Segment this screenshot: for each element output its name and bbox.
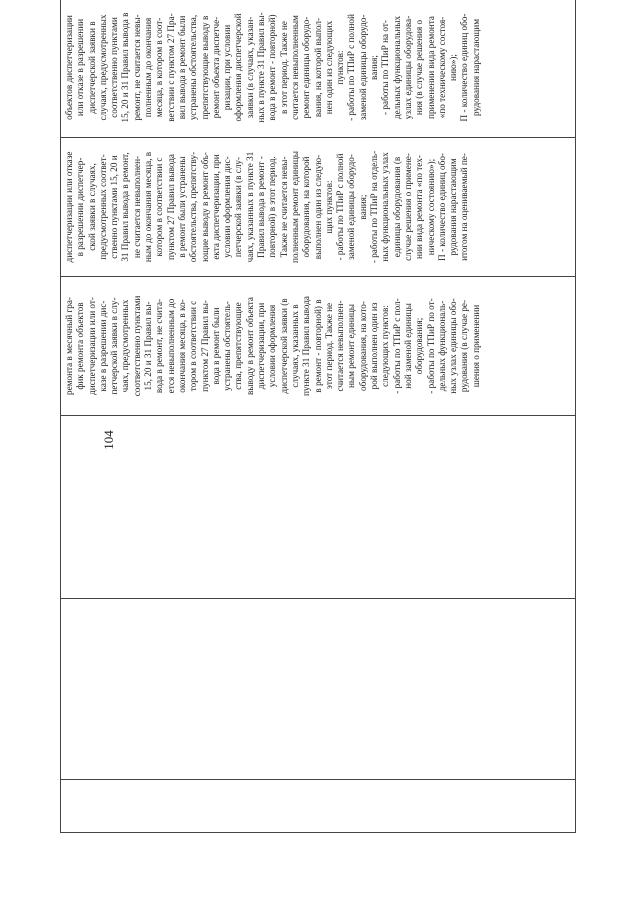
table-cell-4 <box>61 277 576 416</box>
cell-4-text: ремонта в месячный гра- фик ремонта объектов диспетчеризации или от- казе в разрешении дис- петчерской заявки в слу- чаях, предусмотренных соответственно пунктами 15, 20 и 31 Правил вы- вода в ремонт, не счита- ется невыполненным до окончания месяца, в ко- тором в соответствии с пунктом 27 Правил вы- вода в ремонт были устранены обстоятель- ства, препятствующие выводу в ремонт объекта диспетчеризации, при условии оформления диспетчерской заявки (в случаях, указанных в пункте 31 Правил вывода в ремонт - повторной) в этот период. Также не считается невыполнен- ным ремонт единицы оборудования, на кото- рой выполнен один из следующих пунктов: - работы по ТПиР с пол- ной заменой единицы оборудования; - работы по ТПиР по от- дельных функциональ- ных узлах единицы обо- рудования (в случае ре- шения о применении <box>64 295 481 397</box>
document-table-rotated <box>60 12 576 833</box>
document-table <box>60 0 576 833</box>
cell-6-text: объектов диспетчеризации или отказе в разрешении диспетчерской заявки в случаях, предусмотренных соответственно пунктами 15, 20 и 31 Правил вывода в ремонт, не считается невы- полненным до окончания месяца, в котором в соот- ветствии с пунктом 27 Пра- вил вывода в ремонт были устранены обстоятельства, препятствующие выводу в ремонт объекта диспетче- ризации, при условии оформления диспетчерской заявки (в случаях, указан- ных в пункте 31 Правил вы- вода в ремонт - повторной) в этот период. Также не считается невыполненным ремонт единицы оборудо- вания, на которой выпол- нен один из следующих пунктов: - работы по ТПиР с полной заменой единицы оборудо- вания; - работы по ТПиР на от- дельных функциональных узлах единицы оборудова- ния (в случае решения о применении вида ремонта «по техническому состоя- нию»); П - количество единиц обо- рудования нарастающим <box>64 12 481 123</box>
table-cell-6 <box>61 0 576 138</box>
cell-5-text: диспетчеризации или отказе в разрешении диспетчер- ской заявки в случаях, предусмотренных соответ- ственно пунктами 15, 20 и 31 Правил вывода в ремонт, не считается невыполнен- ным до окончания месяца, в котором в соответствии с пунктом 27 Правил вывода в ремонт были устранены обстоятельства, препятству- ющие выводу в ремонт объ- екта диспетчеризации, при условии оформления дис- петчерской заявки (в слу- чаях, указанных в пункте 31 Правил вывода в ремонт - повторной) в этот период. Также не считается невы- полненным ремонт единицы оборудования, на которой выполнен один из следую- щих пунктов: - работы по ТПиР с полной заменой единицы оборудо- вания; - работы по ТПиР на отдель- ных функциональных узлах единицы оборудования (в случае решения о примене- нии вида ремонта «по тех- ническому состоянию»); П - количество единиц обо- рудования нарастающим итогом на оцениваемый пе- <box>64 150 470 264</box>
table-cell-2 <box>61 599 576 780</box>
table-cell-3 <box>61 416 576 599</box>
page-number: 104 <box>100 430 116 450</box>
table-cell-1 <box>61 780 576 833</box>
table-row <box>61 0 576 833</box>
table-cell-5 <box>61 138 576 277</box>
